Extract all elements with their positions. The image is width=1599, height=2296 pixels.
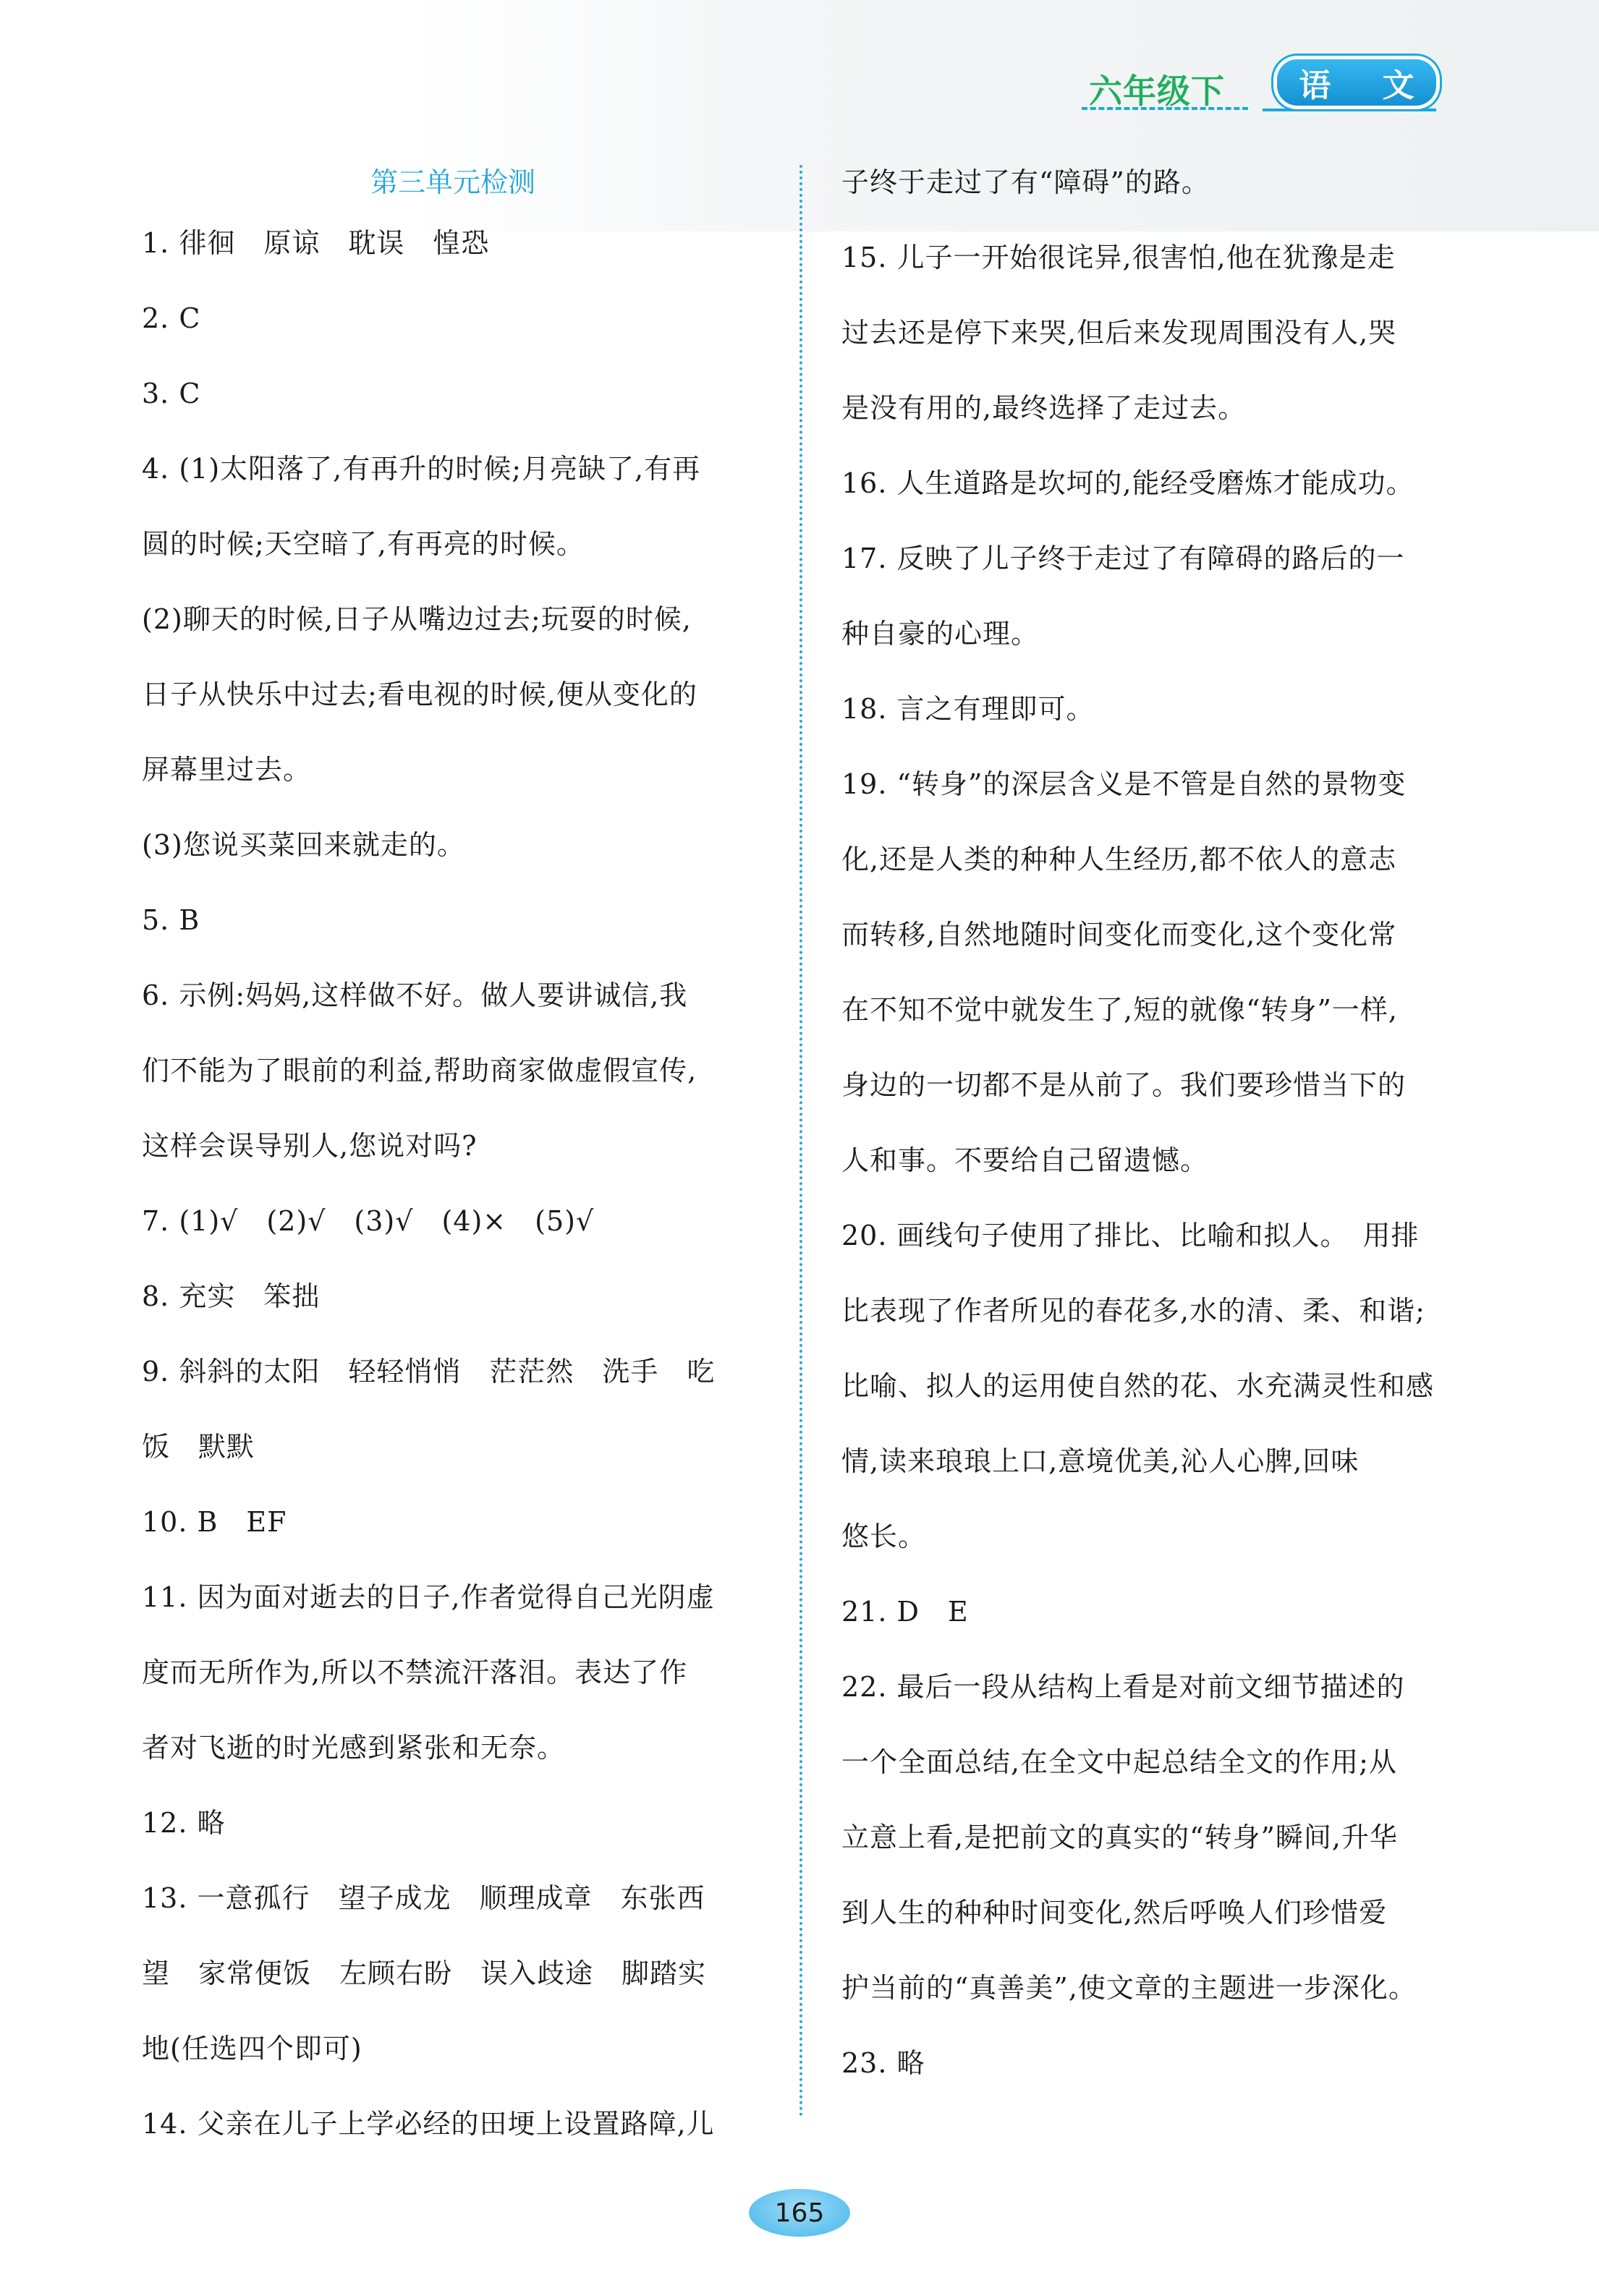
- grade-label: 六年级下: [1089, 72, 1225, 111]
- answer-line: 17. 反映了儿子终于走过了有障碍的路后的一: [841, 543, 1405, 574]
- answer-line: 23. 略: [841, 2047, 925, 2079]
- page-header: [1074, 59, 1451, 117]
- answer-line: 到人生的种种时间变化,然后呼唤人们珍惜爱: [841, 1897, 1388, 1929]
- answer-line: 子终于走过了有“障碍”的路。: [841, 166, 1210, 198]
- answer-line: 4. (1)太阳落了,有再升的时候;月亮缺了,有再: [142, 453, 701, 485]
- subject-badge: 语 文: [1277, 59, 1436, 106]
- answer-line: 15. 儿子一开始很诧异,很害怕,他在犹豫是走: [841, 242, 1396, 273]
- answer-line: 12. 略: [142, 1807, 226, 1839]
- answer-line: 而转移,自然地随时间变化而变化,这个变化常: [841, 919, 1397, 951]
- answer-line: 这样会误导别人,您说对吗?: [142, 1130, 478, 1162]
- answer-line: 圆的时候;天空暗了,有再亮的时候。: [142, 528, 585, 560]
- answer-line: 18. 言之有理即可。: [841, 693, 1095, 725]
- answer-line: 20. 画线句子使用了排比、比喻和拟人。 用排: [841, 1220, 1420, 1251]
- answer-line: 2. C: [142, 302, 201, 334]
- answer-line: 比表现了作者所见的春花多,水的清、柔、和谐;: [841, 1295, 1425, 1327]
- answer-line: 一个全面总结,在全文中起总结全文的作用;从: [841, 1746, 1397, 1778]
- answer-line: 日子从快乐中过去;看电视的时候,便从变化的: [142, 679, 697, 710]
- answer-line: 21. D E: [841, 1596, 969, 1628]
- answer-line: 者对飞逝的时光感到紧张和无奈。: [142, 1732, 566, 1764]
- answer-line: 种自豪的心理。: [841, 618, 1040, 650]
- header-dashed-rule: [1082, 107, 1248, 110]
- answer-line: 立意上看,是把前文的真实的“转身”瞬间,升华: [841, 1821, 1399, 1853]
- answer-line: 人和事。不要给自己留遗憾。: [841, 1144, 1209, 1176]
- answer-line: (2)聊天的时候,日子从嘴边过去;玩耍的时候,: [142, 603, 692, 635]
- answer-line: 22. 最后一段从结构上看是对前文细节描述的: [841, 1671, 1405, 1703]
- left-column: [142, 152, 836, 2169]
- answer-line: 9. 斜斜的太阳 轻轻悄悄 茫茫然 洗手 吃: [142, 1356, 716, 1387]
- answer-line: 7. (1)√ (2)√ (3)√ (4)× (5)√: [142, 1205, 595, 1237]
- answer-line: 们不能为了眼前的利益,帮助商家做虚假宣传,: [142, 1055, 697, 1087]
- answer-line: (3)您说买菜回来就走的。: [142, 829, 465, 861]
- answer-line: 1. 徘徊 原谅 耽误 惶恐: [142, 227, 490, 259]
- answer-line: 屏幕里过去。: [142, 754, 312, 786]
- header-solid-rule: [1263, 109, 1436, 111]
- answer-line: 5. B: [142, 904, 200, 936]
- answer-line: 悠长。: [841, 1521, 927, 1552]
- answer-line: 过去还是停下来哭,但后来发现周围没有人,哭: [841, 317, 1397, 349]
- answer-line: 11. 因为面对逝去的日子,作者觉得自己光阴虚: [142, 1581, 715, 1613]
- right-column: [841, 152, 1464, 2108]
- answer-line: 度而无所作为,所以不禁流汗落泪。表达了作: [142, 1657, 688, 1688]
- answer-line: 13. 一意孤行 望子成龙 顺理成章 东张西: [142, 1882, 705, 1914]
- answer-line: 6. 示例:妈妈,这样做不好。做人要讲诚信,我: [142, 979, 688, 1011]
- page-number: 165: [749, 2189, 850, 2237]
- answer-line: 情,读来琅琅上口,意境优美,沁人心脾,回味: [841, 1445, 1360, 1477]
- answer-line: 是没有用的,最终选择了走过去。: [841, 392, 1247, 424]
- answer-line: 护当前的“真善美”,使文章的主题进一步深化。: [841, 1972, 1417, 2004]
- answer-line: 8. 充实 笨拙: [142, 1280, 321, 1312]
- column-divider: [800, 165, 802, 2118]
- answer-line: 10. B EF: [142, 1506, 287, 1538]
- answer-line: 身边的一切都不是从前了。我们要珍惜当下的: [841, 1069, 1407, 1101]
- answer-line: 比喻、拟人的运用使自然的花、水充满灵性和感: [841, 1370, 1435, 1402]
- answer-line: 化,还是人类的种种人生经历,都不依人的意志: [841, 843, 1397, 875]
- answer-line: 地(任选四个即可): [142, 2033, 362, 2065]
- answer-line: 饭 默默: [142, 1431, 255, 1463]
- left-answer-lines: [142, 213, 836, 2169]
- answer-line: 3. C: [142, 378, 201, 409]
- answer-line: 14. 父亲在儿子上学必经的田埂上设置路障,儿: [142, 2108, 715, 2140]
- answer-line: 16. 人生道路是坎坷的,能经受磨炼才能成功。: [841, 467, 1414, 499]
- answer-line: 在不知不觉中就发生了,短的就像“转身”一样,: [841, 994, 1399, 1026]
- answer-line: 19. “转身”的深层含义是不管是自然的景物变: [841, 768, 1407, 800]
- section-title: 第三单元检测: [370, 166, 535, 198]
- answer-line: 望 家常便饭 左顾右盼 误入歧途 脚踏实: [142, 1957, 707, 1989]
- right-answer-lines: [841, 152, 1464, 2108]
